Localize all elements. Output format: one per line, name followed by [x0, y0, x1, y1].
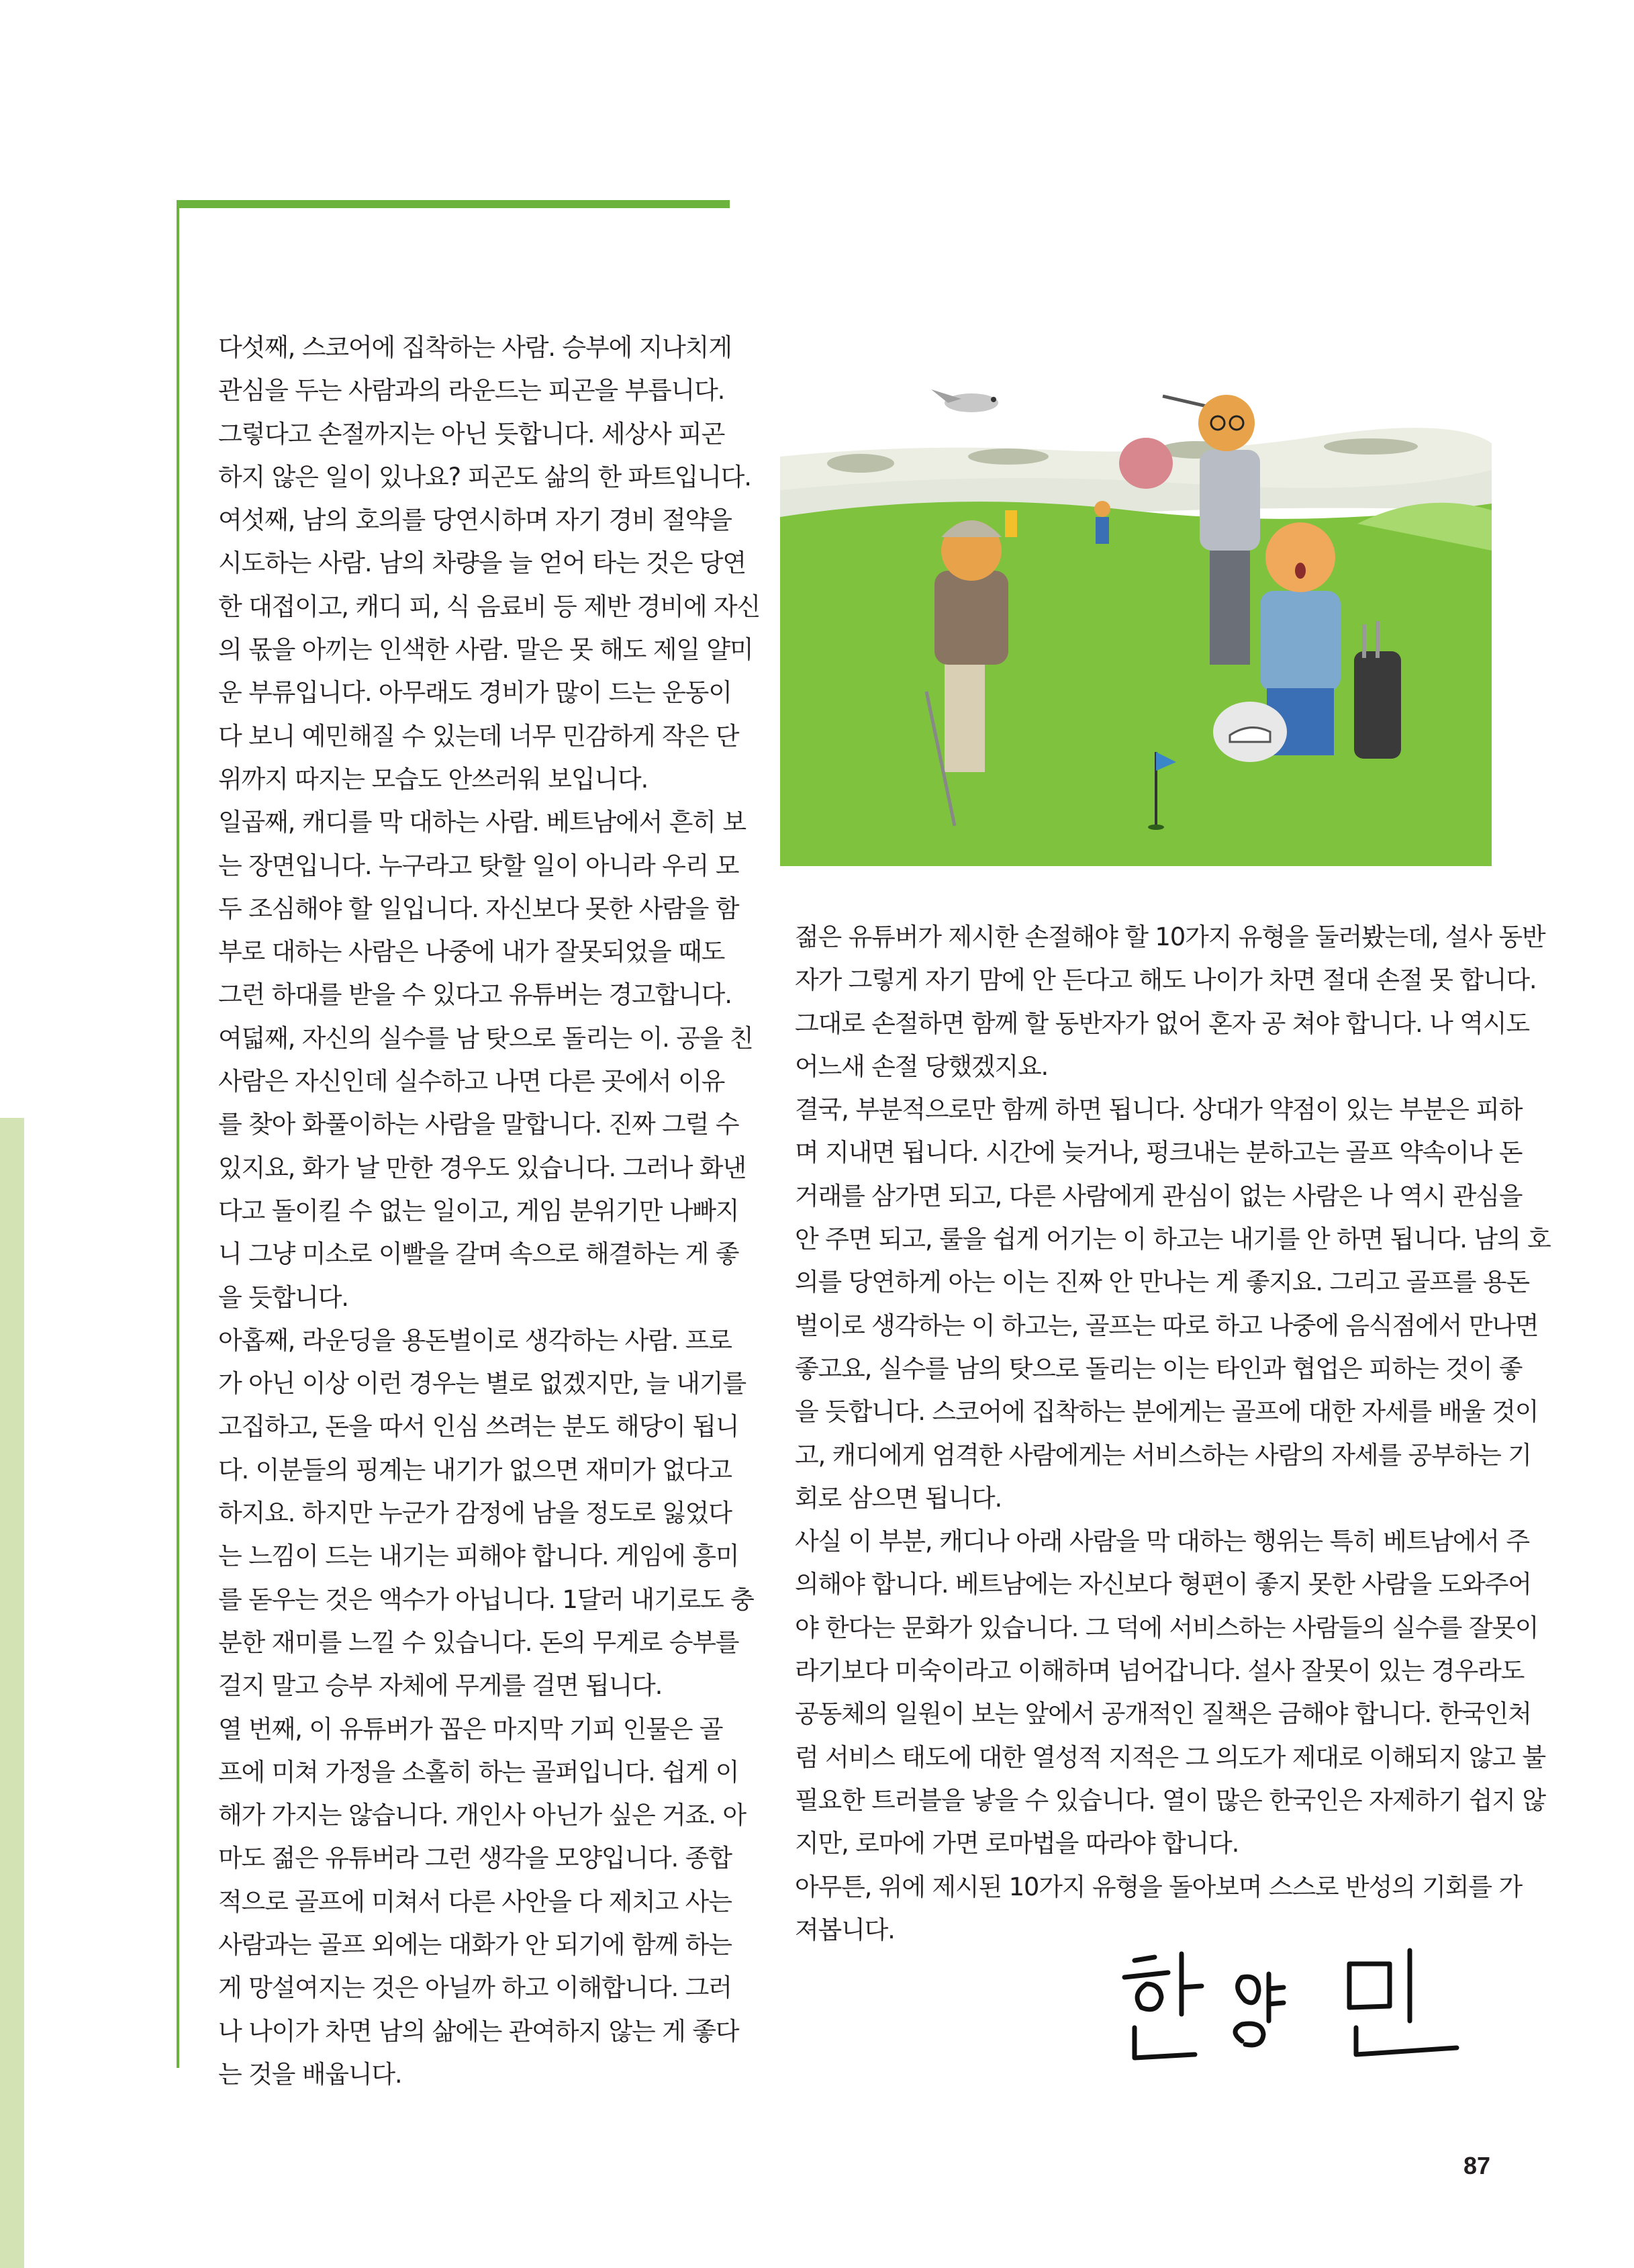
- right-column-line: 져봅니다.: [795, 1915, 895, 1944]
- left-column-line: 다 보니 예민해질 수 있는데 너무 민감하게 작은 단: [218, 721, 739, 751]
- left-column-line: 는 것을 배웁니다.: [218, 2059, 402, 2089]
- right-column-line: 어느새 손절 당했겠지요.: [795, 1051, 1049, 1081]
- top-accent-rule: [177, 200, 730, 208]
- left-column-line: 고집하고, 돈을 따서 인심 쓰려는 분도 해당이 됩니: [218, 1412, 739, 1442]
- right-column-line: 그대로 손절하면 함께 할 동반자가 없어 혼자 공 쳐야 합니다. 나 역시도: [795, 1008, 1529, 1038]
- side-band: [0, 1118, 24, 2268]
- left-column-line: 그런 하대를 받을 수 있다고 유튜버는 경고합니다.: [218, 980, 732, 1010]
- left-column-line: 는 장면입니다. 누구라고 탓할 일이 아니라 우리 모: [218, 851, 739, 880]
- left-column-line: 마도 젊은 유튜버라 그런 생각을 모양입니다. 종합: [218, 1844, 732, 1873]
- right-column-line: 며 지내면 됩니다. 시간에 늦거나, 펑크내는 분하고는 골프 약속이나 돈: [795, 1138, 1523, 1168]
- left-column-line: 하지요. 하지만 누군가 감정에 남을 정도로 잃었다: [218, 1499, 732, 1528]
- right-column-line: 자가 그렇게 자기 맘에 안 든다고 해도 나이가 차면 절대 손절 못 합니다.: [795, 965, 1537, 995]
- left-column-line: 시도하는 사람. 남의 차량을 늘 얻어 타는 것은 당연: [218, 549, 746, 578]
- left-column-line: 분한 재미를 느낄 수 있습니다. 돈의 무게로 승부를: [218, 1627, 739, 1657]
- left-column-line: 적으로 골프에 미쳐서 다른 사안을 다 제치고 사는: [218, 1887, 732, 1916]
- right-column-line: 을 듯합니다. 스코어에 집착하는 분에게는 골프에 대한 자세를 배울 것이: [795, 1397, 1539, 1427]
- left-column-line: 하지 않은 일이 있나요? 피곤도 삶의 한 파트입니다.: [218, 462, 751, 491]
- left-column-line: 아홉째, 라운딩을 용돈벌이로 생각하는 사람. 프로: [218, 1325, 732, 1355]
- left-column-line: 걸지 말고 승부 자체에 무게를 걸면 됩니다.: [218, 1671, 663, 1701]
- right-column-line: 좋고요, 실수를 남의 탓으로 돌리는 이는 타인과 협업은 피하는 것이 좋: [795, 1354, 1523, 1383]
- left-column-line: 니 그냥 미소로 이빨을 갈며 속으로 해결하는 게 좋: [218, 1239, 739, 1269]
- left-column-line: 의 몫을 아끼는 인색한 사람. 말은 못 해도 제일 얄미: [218, 635, 753, 665]
- left-column-line: 해가 가지는 않습니다. 개인사 아닌가 싶은 거죠. 아: [218, 1801, 746, 1830]
- right-column-line: 아무튼, 위에 제시된 10가지 유형을 돌아보며 스스로 반성의 기회를 가: [795, 1872, 1522, 1901]
- left-column-line: 그렇다고 손절까지는 아닌 듯합니다. 세상사 피곤: [218, 419, 725, 448]
- right-column-line: 거래를 삼가면 되고, 다른 사람에게 관심이 없는 사람은 나 역시 관심을: [795, 1181, 1523, 1211]
- left-column-line: 사람은 자신인데 실수하고 나면 다른 곳에서 이유: [218, 1067, 725, 1096]
- left-column-line: 사람과는 골프 외에는 대화가 안 되기에 함께 하는: [218, 1930, 732, 1959]
- right-column-line: 지만, 로마에 가면 로마법을 따라야 합니다.: [795, 1829, 1239, 1858]
- left-column-line: 두 조심해야 할 일입니다. 자신보다 못한 사람을 함: [218, 894, 739, 923]
- left-column-line: 여덟째, 자신의 실수를 남 탓으로 돌리는 이. 공을 친: [218, 1023, 753, 1053]
- right-column-line: 럼 서비스 태도에 대한 열성적 지적은 그 의도가 제대로 이해되지 않고 불: [795, 1742, 1545, 1772]
- left-column-line: 위까지 따지는 모습도 안쓰러워 보입니다.: [218, 764, 648, 794]
- right-column-line: 필요한 트러블을 낳을 수 있습니다. 열이 많은 한국인은 자제하기 쉽지 않: [795, 1785, 1545, 1815]
- page-number: 87: [1463, 2152, 1491, 2179]
- left-column-line: 다섯째, 스코어에 집착하는 사람. 승부에 지나치게: [218, 333, 732, 362]
- left-column-line: 를 찾아 화풀이하는 사람을 말합니다. 진짜 그럴 수: [218, 1110, 739, 1139]
- left-column-line: 는 느낌이 드는 내기는 피해야 합니다. 게임에 흥미: [218, 1542, 739, 1571]
- right-column-line: 고, 캐디에게 엄격한 사람에게는 서비스하는 사람의 자세를 공부하는 기: [795, 1440, 1531, 1470]
- left-column-line: 있지요, 화가 날 만한 경우도 있습니다. 그러나 화낸: [218, 1153, 746, 1182]
- left-column-line: 운 부류입니다. 아무래도 경비가 많이 드는 운동이: [218, 678, 732, 708]
- left-column-line: 부로 대하는 사람은 나중에 내가 잘못되었을 때도: [218, 937, 725, 967]
- right-column-line: 의를 당연하게 아는 이는 진짜 안 만나는 게 좋지요. 그리고 골프를 용돈: [795, 1268, 1529, 1297]
- right-column-line: 젊은 유튜버가 제시한 손절해야 할 10가지 유형을 둘러봤는데, 설사 동반: [795, 923, 1545, 951]
- right-column-line: 벌이로 생각하는 이 하고는, 골프는 따로 하고 나중에 음식점에서 만나면: [795, 1311, 1539, 1340]
- right-column-line: 회로 삼으면 됩니다.: [795, 1483, 1002, 1513]
- left-column-line: 다고 돌이킬 수 없는 일이고, 게임 분위기만 나빠지: [218, 1196, 739, 1225]
- left-column-line: 게 망설여지는 것은 아닐까 하고 이해합니다. 그러: [218, 1973, 732, 2003]
- right-column-line: 의해야 합니다. 베트남에는 자신보다 형편이 좋지 못한 사람을 도와주어: [795, 1570, 1531, 1599]
- right-column-line: 결국, 부분적으로만 함께 하면 됩니다. 상대가 약점이 있는 부분은 피하: [795, 1095, 1523, 1125]
- right-text-column: [795, 916, 1551, 1952]
- left-column-line: 를 돋우는 것은 액수가 아닙니다. 1달러 내기로도 충: [218, 1585, 754, 1614]
- golf-illustration: [780, 356, 1492, 866]
- right-column-line: 공동체의 일원이 보는 앞에서 공개적인 질책은 금해야 합니다. 한국인처: [795, 1699, 1531, 1729]
- left-column-line: 을 듯합니다.: [218, 1282, 348, 1312]
- left-column-line: 가 아닌 이상 이런 경우는 별로 없겠지만, 늘 내기를: [218, 1369, 746, 1399]
- left-column-line: 한 대접이고, 캐디 피, 식 음료비 등 제반 경비에 자신: [218, 592, 761, 621]
- left-text-column: [218, 326, 761, 2096]
- left-column-line: 나 나이가 차면 남의 삶에는 관여하지 않는 게 좋다: [218, 2016, 739, 2046]
- left-column-line: 여섯째, 남의 호의를 당연시하며 자기 경비 절약을: [218, 506, 732, 535]
- right-column-line: 라기보다 미숙이라고 이해하며 넘어갑니다. 설사 잘못이 있는 경우라도: [795, 1656, 1525, 1686]
- right-column-line: 사실 이 부분, 캐디나 아래 사람을 막 대하는 행위는 특히 베트남에서 주: [795, 1527, 1529, 1556]
- left-column-line: 일곱째, 캐디를 막 대하는 사람. 베트남에서 흔히 보: [218, 808, 746, 837]
- right-column-line: 야 한다는 문화가 있습니다. 그 덕에 서비스하는 사람들의 실수를 잘못이: [795, 1613, 1539, 1642]
- left-column-line: 관심을 두는 사람과의 라운드는 피곤을 부릅니다.: [218, 376, 725, 406]
- handwritten-signature: [1108, 1947, 1484, 2068]
- left-column-line: 프에 미쳐 가정을 소홀히 하는 골퍼입니다. 쉽게 이: [218, 1757, 739, 1787]
- left-column-line: 열 번째, 이 유튜버가 꼽은 마지막 기피 인물은 골: [218, 1714, 723, 1744]
- left-accent-rule: [177, 200, 179, 2068]
- right-column-line: 안 주면 되고, 룰을 쉽게 어기는 이 하고는 내기를 안 하면 됩니다. 남의 호: [795, 1225, 1551, 1254]
- left-column-line: 다. 이분들의 핑계는 내기가 없으면 재미가 없다고: [218, 1455, 732, 1484]
